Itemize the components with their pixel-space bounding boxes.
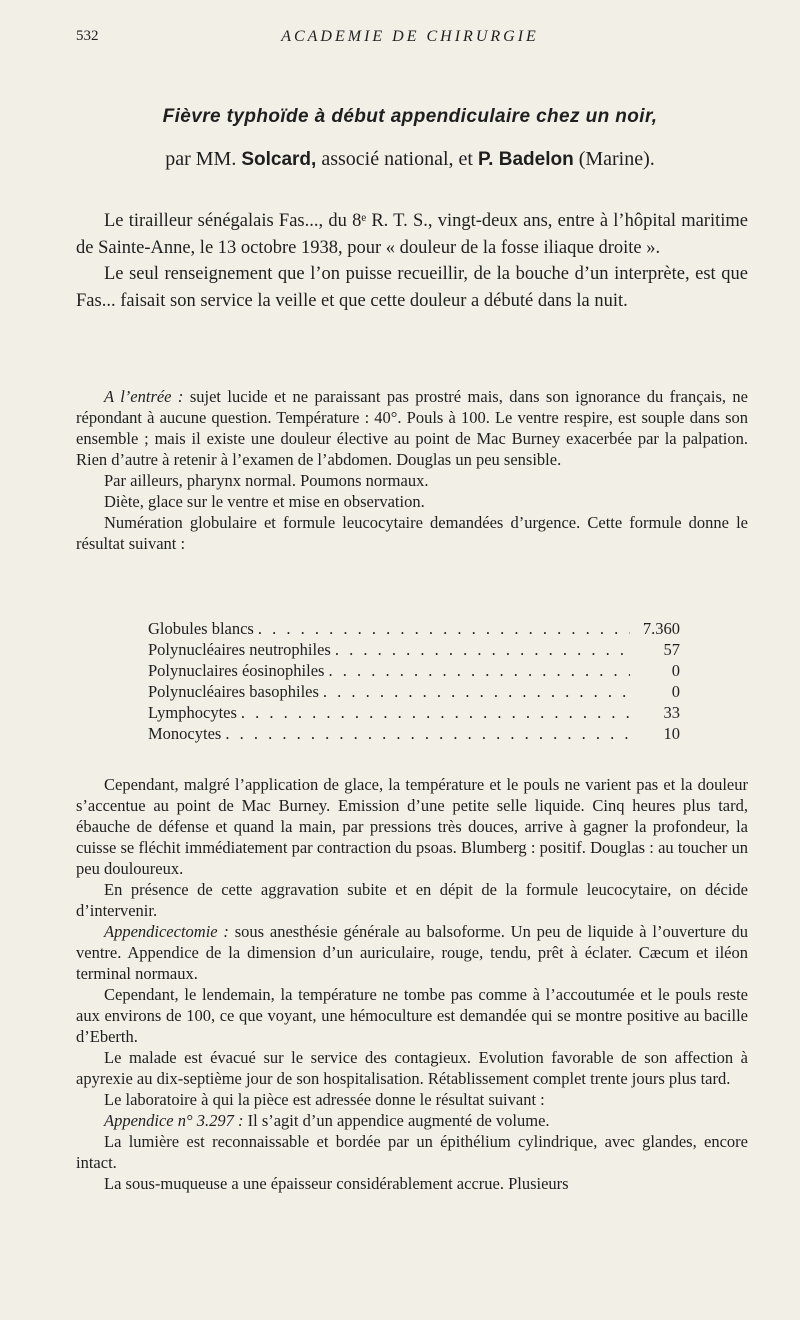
running-head: ACADEMIE DE CHIRURGIE: [281, 28, 539, 45]
observation-text: [76, 386, 748, 554]
lab-row: [148, 723, 680, 744]
paragraph: Le tirailleur sénégalais Fas..., du 8ᵉ R. T. S., vingt-deux ans, entre à l’hôpital maritime de Sainte-Anne, le 13 octobre 1938, pour « douleur de la fosse iliaque droite ».: [76, 211, 748, 258]
paragraph: Le laboratoire à qui la pièce est adressée donne le résultat suivant :: [104, 1090, 545, 1109]
author-name-2: P. Badelon: [477, 149, 574, 170]
lab-name: Monocytes: [148, 724, 222, 743]
paragraph: La lumière est reconnaissable et bordée par un épithélium cylindrique, avec glandes, encore intact.: [76, 1132, 748, 1172]
lab-value: 10: [663, 724, 680, 743]
appendicectomie-label: Appendicectomie :: [104, 922, 229, 941]
lab-results-table: [148, 618, 680, 744]
lab-name: Polynucléaires neutrophiles: [148, 640, 331, 659]
paragraph-appendice: [76, 1110, 748, 1131]
author-name-1: Solcard,: [241, 149, 317, 170]
lab-value: 7.360: [642, 619, 680, 638]
authors-prefix: par MM.: [165, 148, 237, 170]
lab-name: Polynucléaires basophiles: [148, 682, 319, 701]
leader-dots: [225, 723, 630, 744]
lab-value: 57: [663, 640, 680, 659]
lab-value: 33: [663, 703, 680, 722]
paragraph: Par ailleurs, pharynx normal. Poumons normaux.: [104, 471, 429, 490]
paragraph: Numération globulaire et formule leucocytaire demandées d’urgence. Cette formule donne le résultat suivant :: [76, 513, 748, 553]
lab-row: [148, 618, 680, 639]
lab-name: Lymphocytes: [148, 703, 237, 722]
leader-dots: [323, 681, 630, 702]
appendice-label: Appendice n° 3.297 :: [104, 1111, 244, 1130]
paragraph: Le malade est évacué sur le service des contagieux. Evolution favorable de son affection à apyrexie au dix-septième jour de son hospitalisation. Rétablissement complet trente jours plus tard.: [76, 1048, 748, 1088]
page-number: 532: [76, 28, 99, 44]
paragraph: Cependant, le lendemain, la température ne tombe pas comme à l’accoutumée et le pouls reste aux environs de 100, ce que voyant, une hémoculture est demandée qui se montre positive au bacille d’Eberth.: [76, 985, 748, 1046]
lab-row: [148, 639, 680, 660]
lab-value: 0: [671, 661, 680, 680]
lab-row: [148, 681, 680, 702]
paragraph: Diète, glace sur le ventre et mise en observation.: [104, 492, 425, 511]
leader-dots: [258, 618, 630, 639]
entry-label: A l’entrée :: [104, 387, 184, 406]
paragraph: En présence de cette aggravation subite et en dépit de la formule leucocytaire, on décide d’intervenir.: [76, 880, 748, 920]
paragraph: Cependant, malgré l’application de glace, la température et le pouls ne varient pas et la douleur s’accentue au point de Mac Burney. Emission d’une petite selle liquide. Cinq heures plus tard, ébauche de défense et quand la main, par pressions très douces, arrive à gagner la profondeur, la cuisse se fléchit immédiatement par contraction du psoas. Blumberg : positif. Douglas : au toucher un peu douloureux.: [76, 775, 748, 878]
intro-text: [76, 208, 748, 314]
appendicectomie-text: sous anesthésie générale au balsoforme. Un peu de liquide à l’ouverture du ventre. Appendice de la dimension d’un auriculaire, rouge, tendu, prêt à éclater. Cæcum et iléon terminal normaux.: [76, 922, 748, 983]
follow-up-text: [76, 774, 748, 1194]
lab-value: 0: [671, 682, 680, 701]
authors-mid: associé national, et: [321, 148, 473, 170]
article-authors: [0, 148, 800, 171]
paragraph: Le seul renseignement que l’on puisse recueillir, de la bouche d’un interprète, est que Fas... faisait son service la veille et que cette douleur a débuté dans la nuit.: [76, 264, 748, 311]
article-title: Fièvre typhoïde à début appendiculaire chez un noir,: [162, 106, 658, 127]
lab-name: Polynuclaires éosinophiles: [148, 661, 325, 680]
authors-suffix: (Marine).: [578, 148, 655, 170]
appendice-text: Il s’agit d’un appendice augmenté de volume.: [243, 1111, 550, 1130]
paragraph-appendicectomie: [76, 921, 748, 984]
paragraph-entry: [76, 386, 748, 470]
leader-dots: [241, 702, 630, 723]
lab-name: Globules blancs: [148, 619, 254, 638]
lab-row: [148, 702, 680, 723]
leader-dots: [328, 660, 630, 681]
lab-row: [148, 660, 680, 681]
entry-text: sujet lucide et ne paraissant pas prostré mais, dans son ignorance du français, ne répondant à aucune question. Température : 40°. Pouls à 100. Le ventre respire, est souple dans son ensemble ; mais il existe une douleur élective au point de Mac Burney exacerbée par la palpation. Rien d’autre à retenir à l’examen de l’abdomen. Douglas un peu sensible.: [76, 387, 748, 469]
paragraph: La sous-muqueuse a une épaisseur considérablement accrue. Plusieurs: [104, 1174, 569, 1193]
leader-dots: [335, 639, 630, 660]
